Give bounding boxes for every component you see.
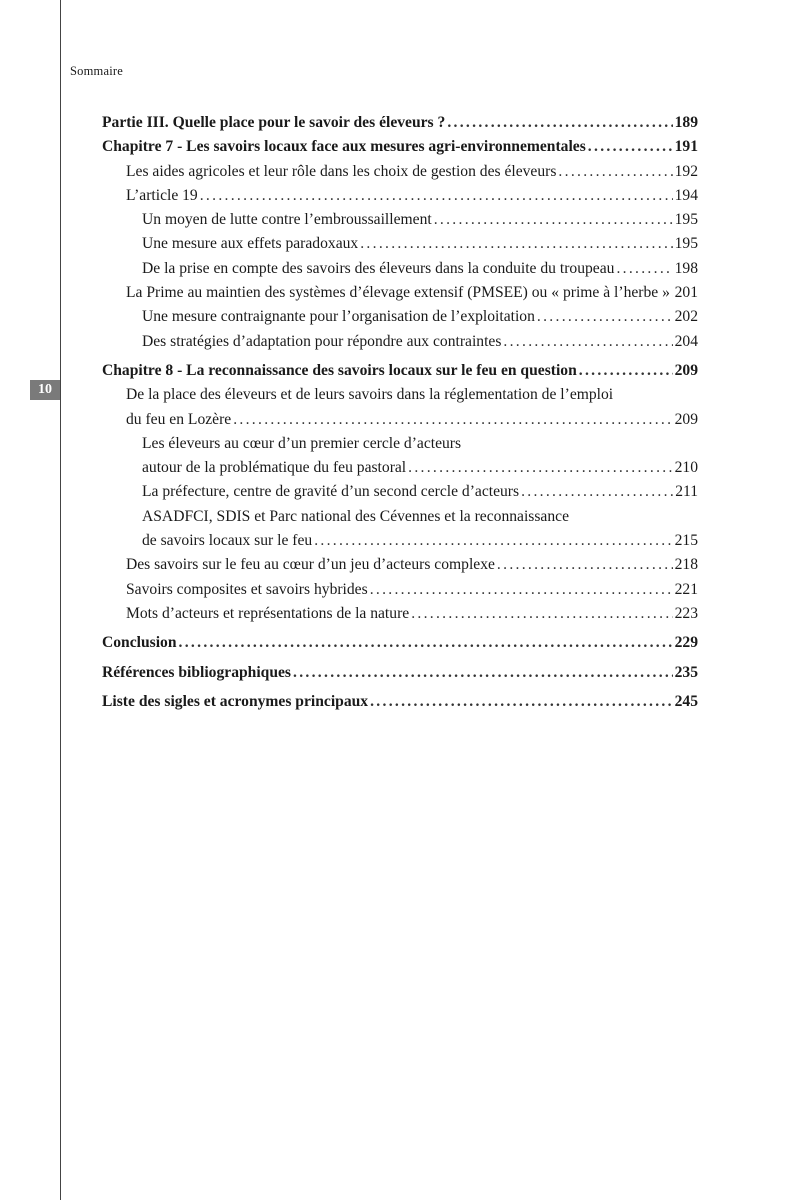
dot-leader: [293, 661, 673, 685]
dot-leader: [370, 690, 673, 714]
dot-leader: [616, 257, 672, 281]
toc-entry-title: Les aides agricoles et leur rôle dans les choix de gestion des éleveurs: [126, 162, 557, 180]
dot-leader: [360, 232, 672, 256]
toc-entry[interactable]: [0, 305, 800, 329]
toc-entry-page: 210: [674, 459, 698, 477]
toc-entry[interactable]: [0, 631, 800, 655]
toc-entry-title-line: Les éleveurs au cœur d’un premier cercle d’acteurs: [142, 434, 462, 452]
dot-leader: [579, 359, 673, 383]
toc-entry-page: 191: [674, 138, 698, 156]
toc-entry-page: 204: [674, 332, 698, 350]
toc-entry-title: Références bibliographiques: [102, 663, 292, 681]
toc-entry[interactable]: [0, 184, 800, 208]
dot-leader: [521, 480, 673, 504]
toc-entry-page: 201: [674, 284, 698, 302]
toc-entry[interactable]: [0, 208, 800, 232]
toc-entry-title: Conclusion: [102, 634, 177, 652]
toc-entry-page: 223: [674, 604, 698, 622]
dot-leader: [408, 456, 672, 480]
toc-entry-page: 235: [674, 663, 698, 681]
toc-entry[interactable]: [0, 690, 800, 714]
page-number-tab: 10: [30, 380, 60, 400]
toc-entry[interactable]: [0, 257, 800, 281]
toc-entry-title-line: De la place des éleveurs et de leurs savoirs dans la réglementation de l’emploi: [126, 386, 614, 404]
toc-entry-title: Partie III. Quelle place pour le savoir des éleveurs ?: [102, 114, 446, 131]
dot-leader: [537, 305, 673, 329]
dot-leader: [672, 281, 673, 305]
toc-entry[interactable]: [0, 281, 800, 305]
toc-entry[interactable]: [0, 578, 800, 602]
toc-entry-title: Des savoirs sur le feu au cœur d’un jeu d’acteurs complexe: [126, 556, 495, 574]
toc-entry-page: 194: [674, 186, 698, 204]
table-of-contents: [0, 111, 800, 714]
dot-leader: [447, 111, 672, 135]
toc-entry-page: 195: [674, 235, 698, 253]
toc-entry[interactable]: [0, 602, 800, 626]
toc-entry[interactable]: [0, 359, 800, 383]
toc-entry-page: 211: [675, 483, 698, 501]
toc-entry-title: Chapitre 7 - Les savoirs locaux face aux mesures agri-environnementales: [102, 138, 586, 156]
toc-entry-title: De la prise en compte des savoirs des éleveurs dans la conduite du troupeau: [142, 259, 615, 277]
toc-entry[interactable]: [0, 111, 800, 135]
toc-entry-page: 195: [674, 211, 698, 229]
toc-entry-title: du feu en Lozère: [126, 410, 232, 428]
toc-entry-title: Savoirs composites et savoirs hybrides: [126, 580, 368, 598]
dot-leader: [200, 184, 673, 208]
toc-entry-title: Liste des sigles et acronymes principaux: [102, 692, 369, 710]
dot-leader: [233, 408, 672, 432]
dot-leader: [558, 160, 672, 184]
toc-entry-page: 209: [674, 361, 698, 379]
toc-entry[interactable]: [0, 432, 800, 481]
toc-entry[interactable]: [0, 505, 800, 554]
toc-entry-title: Mots d’acteurs et représentations de la nature: [126, 604, 410, 622]
dot-leader: [497, 553, 673, 577]
toc-entry-title: de savoirs locaux sur le feu: [142, 532, 313, 550]
toc-entry-title: Une mesure aux effets paradoxaux: [142, 235, 359, 253]
toc-entry-title: Des stratégies d’adaptation pour répondre aux contraintes: [142, 332, 502, 350]
dot-leader: [411, 602, 672, 626]
toc-entry[interactable]: [0, 661, 800, 685]
dot-leader: [588, 135, 673, 159]
toc-entry[interactable]: [0, 160, 800, 184]
toc-entry-page: 202: [674, 308, 698, 326]
toc-entry-page: 245: [674, 692, 698, 710]
toc-entry-page: 229: [674, 634, 698, 652]
toc-entry[interactable]: [0, 135, 800, 159]
dot-leader: [179, 631, 673, 655]
toc-entry-page: 198: [674, 259, 698, 277]
toc-entry[interactable]: [0, 232, 800, 256]
toc-entry-title: L’article 19: [126, 186, 198, 204]
toc-entry-title: La Prime au maintien des systèmes d’élevage extensif (PMSEE) ou « prime à l’herbe »: [126, 284, 670, 302]
toc-entry-page: 218: [674, 556, 698, 574]
toc-entry-page: 209: [674, 410, 698, 428]
toc-entry-page: 189: [674, 114, 698, 131]
toc-entry-title: La préfecture, centre de gravité d’un second cercle d’acteurs: [142, 483, 520, 501]
toc-entry[interactable]: [0, 383, 800, 432]
toc-entry-page: 221: [674, 580, 698, 598]
toc-entry-title-line: ASADFCI, SDIS et Parc national des Cévennes et la reconnaissance: [142, 507, 569, 525]
dot-leader: [370, 578, 673, 602]
running-title: Sommaire: [70, 64, 123, 78]
toc-entry-title: autour de la problématique du feu pastoral: [142, 459, 407, 477]
dot-leader: [314, 529, 672, 553]
toc-entry-page: 192: [674, 162, 698, 180]
dot-leader: [503, 330, 672, 354]
toc-entry[interactable]: [0, 480, 800, 504]
dot-leader: [434, 208, 673, 232]
toc-entry[interactable]: [0, 553, 800, 577]
toc-entry-page: 215: [674, 532, 698, 550]
toc-entry-title: Chapitre 8 - La reconnaissance des savoirs locaux sur le feu en question: [102, 361, 577, 379]
toc-entry-title: Un moyen de lutte contre l’embroussaillement: [142, 211, 432, 229]
toc-entry-title: Une mesure contraignante pour l’organisation de l’exploitation: [142, 308, 535, 326]
toc-entry[interactable]: [0, 330, 800, 354]
